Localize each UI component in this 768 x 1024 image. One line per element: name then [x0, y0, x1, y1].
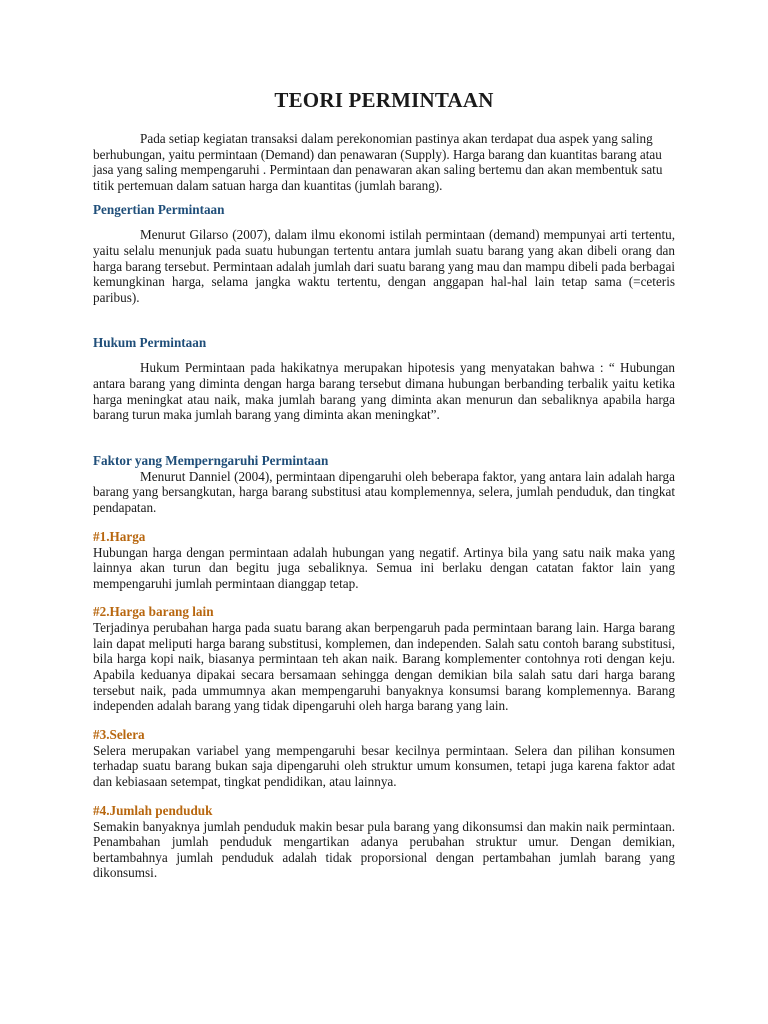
document-page	[93, 88, 675, 881]
factor-heading-harga-barang-lain: #2.Harga barang lain	[93, 604, 214, 620]
factor-heading-jumlah-penduduk: #4.Jumlah penduduk	[93, 802, 213, 818]
section-heading-hukum: Hukum Permintaan	[93, 335, 207, 351]
section-heading-faktor: Faktor yang Memperngaruhi Permintaan	[93, 452, 329, 468]
section-body-pengertian: Menurut Gilarso (2007), dalam ilmu ekonomi istilah permintaan (demand) mempunyai arti tertentu, yaitu selalu menunjuk pada suatu hubungan tertentu antara jumlah suatu barang yang akan dibeli orang dan harga barang tersebut. Permintaan adalah jumlah dari suatu barang yang mau dan mampu dibeli pada berbagai kemungkinan harga, selama jangka waktu tertentu, dengan anggapan hal-hal lain tetap sama (=ceteris paribus).	[93, 227, 675, 305]
section-body-faktor: Menurut Danniel (2004), permintaan dipengaruhi oleh beberapa faktor, yang antara lain adalah harga barang yang bersangkutan, harga barang substitusi atau komplemennya, selera, jumlah penduduk, dan tingkat pendapatan.	[93, 468, 675, 515]
intro-paragraph: Pada setiap kegiatan transaksi dalam perekonomian pastinya akan terdapat dua aspek yang saling berhubungan, yaitu permintaan (Demand) dan penawaran (Supply). Harga barang dan kuantitas barang atau jasa yang saling mempengaruhi . Permintaan dan penawaran akan saling bertemu dan akan membentuk satu titik pertemuan dalam satuan harga dan kuantitas (jumlah barang).	[93, 131, 663, 193]
document-title: TEORI PERMINTAAN	[274, 88, 494, 112]
factor-heading-harga: #1.Harga	[93, 528, 146, 544]
factor-body-selera: Selera merupakan variabel yang mempengaruhi besar kecilnya permintaan. Selera dan pilihan konsumen terhadap suatu barang bukan saja dipengaruhi oleh struktur umum konsumen, tetapi juga karena faktor adat dan kebiasaan setempat, tingkat pendidikan, atau lainnya.	[93, 742, 675, 790]
factor-heading-selera: #3.Selera	[93, 726, 145, 742]
factor-body-harga: Hubungan harga dengan permintaan adalah hubungan yang negatif. Artinya bila yang satu naik maka yang lainnya akan turun dan begitu juga sebaliknya. Semua ini berlaku dengan catatan faktor lain yang mempengaruhi jumlah permintaan dianggap tetap.	[93, 544, 675, 591]
section-body-hukum: Hukum Permintaan pada hakikatnya merupakan hipotesis yang menyatakan bahwa : “ Hubungan antara barang yang diminta dengan harga barang tersebut dimana hubungan berbanding terbalik yaitu ketika harga meningkat atau naik, maka jumlah barang yang diminta akan menurun dan sebaliknya apabila harga barang turun maka jumlah barang yang diminta akan meningkat”.	[93, 360, 675, 423]
factor-body-jumlah-penduduk: Semakin banyaknya jumlah penduduk makin besar pula barang yang dikonsumsi dan makin naik permintaan. Penambahan jumlah penduduk mengartikan adanya perubahan struktur umur. Dengan demikian, bertambahnya jumlah penduduk adalah tidak proporsional dengan pertambahan jumlah barang yang dikonsumsi.	[93, 818, 675, 881]
factor-body-harga-barang-lain: Terjadinya perubahan harga pada suatu barang akan berpengaruh pada permintaan barang lain. Harga barang lain dapat meliputi harga barang substitusi, komplemen, dan independen. Salah satu contoh barang substitusi, bila harga kopi naik, biasanya permintaan teh akan naik. Barang komplementer contohnya roti dengan keju. Apabila keduanya dipakai secara bersamaan sehingga dengan demikian bila salah satu dari harga barang tersebut naik, pada ummumnya akan mempengaruhi banyaknya konsumsi barang komplemennya. Barang independen adalah barang yang tidak dipengaruhi oleh harga barang yang lain.	[93, 620, 675, 714]
section-heading-pengertian: Pengertian Permintaan	[93, 202, 225, 218]
